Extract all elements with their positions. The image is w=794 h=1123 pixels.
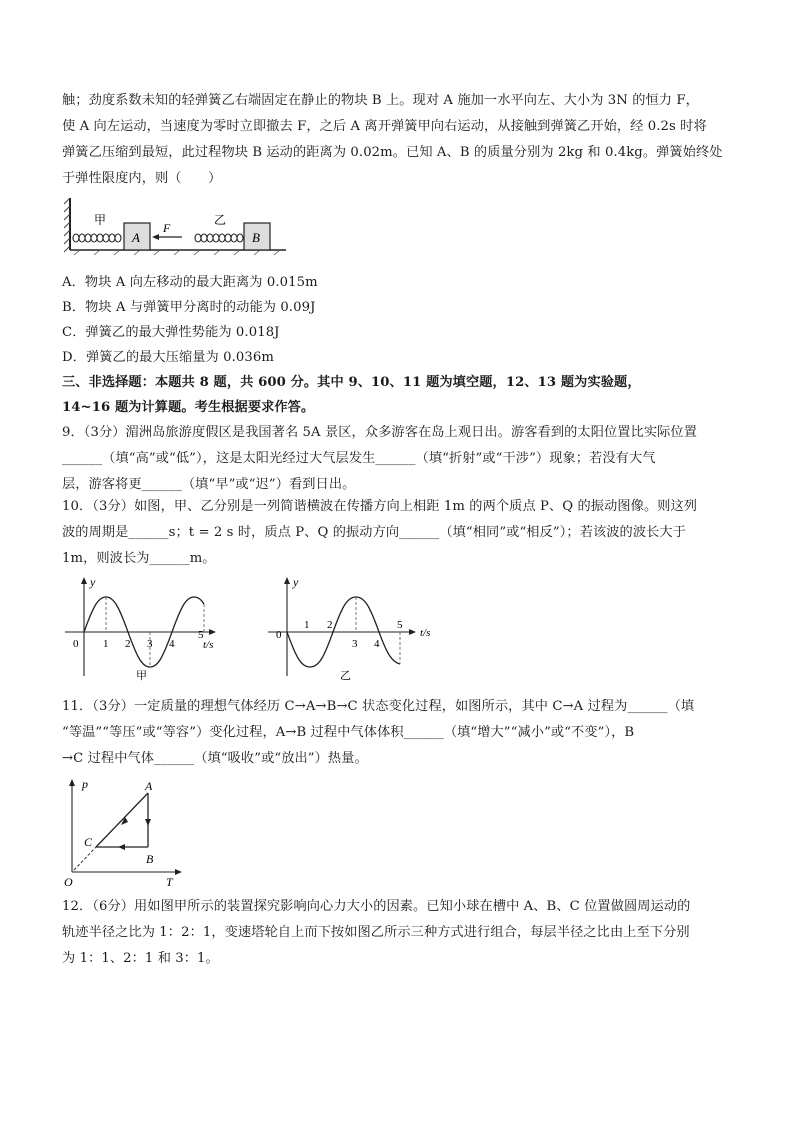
graph2-tick-3: 3 — [352, 638, 358, 650]
p-t-graph — [62, 774, 186, 890]
graph2-ylabel: y — [293, 575, 299, 589]
q8-option-d: D．弹簧乙的最大压缩量为 0.036m — [62, 350, 274, 365]
spring-jia-label: 甲 — [94, 213, 107, 227]
section3-line-1: 三、非选择题：本题共 8 题，共 600 分。其中 9、10、11 题为填空题，12、13 题为实验题， — [62, 375, 641, 390]
section3-line-2: 14~16 题为计算题。考生根据要求作答。 — [62, 400, 315, 415]
q11-line-2: “等温”“等压”或“等容”）变化过程，A→B 过程中气体体积______（填“增大”“减小”或“不变”），B — [62, 725, 635, 740]
graph2-xlabel: t/s — [420, 627, 431, 639]
block-b-label: B — [252, 230, 260, 245]
graph2-tick-4: 4 — [374, 638, 380, 650]
q8-line-4: 于弹性限度内，则（ ） — [62, 171, 222, 186]
spring-yi-label: 乙 — [214, 213, 227, 227]
graph1-xlabel: t/s — [203, 639, 214, 651]
q8-line-1: 触；劲度系数未知的轻弹簧乙右端固定在静止的物块 B 上。现对 A 施加一水平向左、大小为 3N 的恒力 F， — [62, 93, 699, 108]
graph1-tick-0: 0 — [73, 638, 79, 650]
pt-point-c: C — [84, 835, 93, 849]
force-label: F — [163, 221, 171, 235]
vibration-graph-jia — [62, 572, 222, 684]
graph1-tick-3: 3 — [147, 638, 153, 650]
vibration-graph-yi — [264, 572, 438, 684]
graph2-tick-2: 2 — [327, 619, 333, 631]
q9-line-2: ______（填“高”或“低”），这是太阳光经过大气层发生______（填“折射”或“干涉”）现象；若没有大气 — [62, 451, 656, 466]
q12-line-1: 12．（6分）用如图甲所示的装置探究影响向心力大小的因素。已知小球在槽中 A、B、C 位置做圆周运动的 — [62, 899, 691, 914]
pt-ylabel: p — [82, 777, 88, 791]
q10-line-1: 10．（3分）如图，甲、乙分别是一列简谐横波在传播方向上相距 1m 的两个质点 P、Q 的振动图像。则这列 — [62, 499, 698, 514]
graph1-caption: 甲 — [136, 670, 147, 682]
graph1-tick-2: 2 — [125, 638, 131, 650]
pt-origin: O — [64, 875, 73, 889]
block-a-label: A — [132, 230, 140, 245]
q12-line-2: 轨迹半径之比为 1：2：1，变速塔轮自上而下按如图乙所示三种方式进行组合，每层半径之比由上至下分别 — [62, 925, 690, 940]
q8-line-3: 弹簧乙压缩到最短，此过程物块 B 运动的距离为 0.02m。已知 A、B 的质量分别为 2kg 和 0.4kg。弹簧始终处 — [62, 145, 723, 160]
pt-xlabel: T — [166, 875, 173, 889]
q9-line-1: 9．（3分）湄洲岛旅游度假区是我国著名 5A 景区，众多游客在岛上观日出。游客看到的太阳位置比实际位置 — [62, 425, 698, 440]
graph2-tick-0: 0 — [276, 629, 282, 641]
graph2-tick-5: 5 — [397, 619, 403, 631]
q10-line-3: 1m，则波长为______m。 — [62, 551, 216, 566]
graph1-tick-1: 1 — [103, 638, 109, 650]
pt-point-a: A — [145, 779, 153, 793]
q9-line-3: 层，游客将更______（填“早”或“迟”）看到日出。 — [62, 477, 356, 492]
q8-option-b: B．物块 A 与弹簧甲分离时的动能为 0.09J — [62, 300, 316, 315]
graph1-tick-4: 4 — [169, 638, 175, 650]
q12-line-3: 为 1：1、2：1 和 3：1。 — [62, 951, 219, 966]
q10-line-2: 波的周期是______s；t = 2 s 时，质点 P、Q 的振动方向______（填“相同”或“相反”）；若该波的波长大于 — [62, 525, 686, 540]
q8-option-a: A．物块 A 向左移动的最大距离为 0.015m — [62, 275, 318, 290]
spring-block-figure — [64, 194, 290, 256]
graph2-tick-1: 1 — [304, 619, 310, 631]
pt-point-b: B — [146, 852, 154, 866]
graph2-caption: 乙 — [340, 670, 351, 682]
q8-line-2: 使 A 向左运动，当速度为零时立即撤去 F，之后 A 离开弹簧甲向右运动，从接触到弹簧乙开始，经 0.2s 时将 — [62, 119, 707, 134]
q11-line-3: →C 过程中气体______（填“吸收”或“放出”）热量。 — [62, 751, 368, 766]
q11-line-1: 11．（3分）一定质量的理想气体经历 C→A→B→C 状态变化过程，如图所示，其中 C→A 过程为______（填 — [62, 699, 695, 714]
graph1-ylabel: y — [90, 575, 96, 589]
graph1-tick-5: 5 — [198, 629, 204, 641]
q8-option-c: C．弹簧乙的最大弹性势能为 0.018J — [62, 325, 280, 340]
